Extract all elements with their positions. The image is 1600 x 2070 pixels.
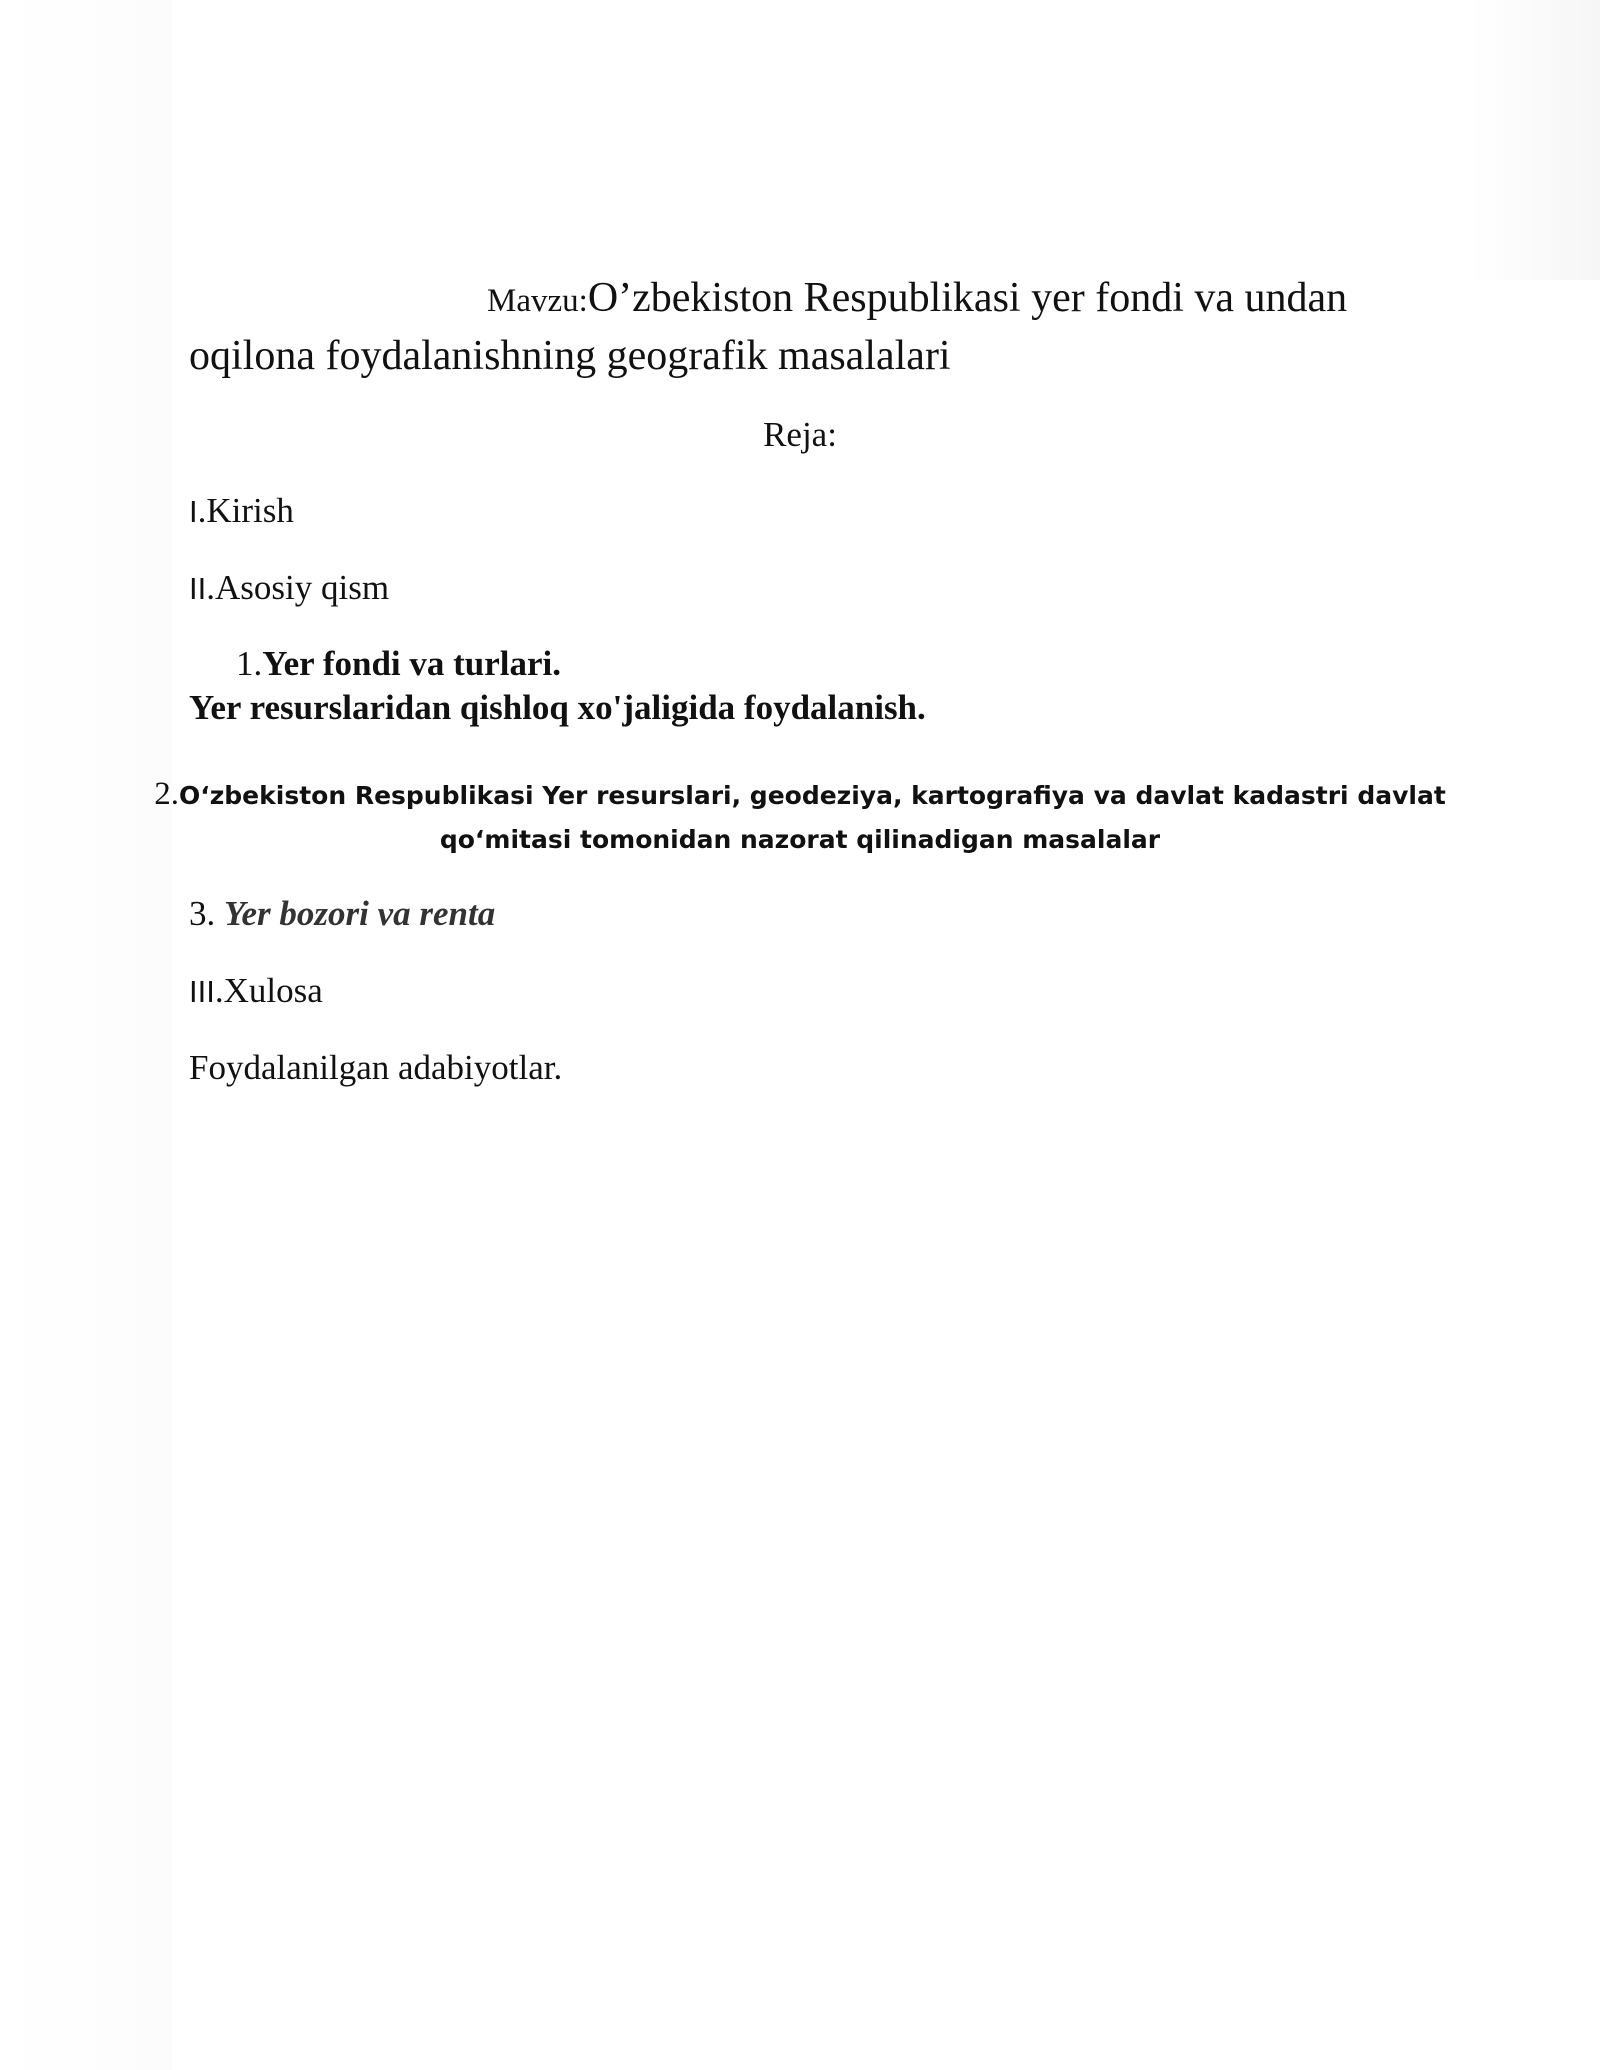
subsection-2-line-2: qo‘mitasi tomonidan nazorat qilinadigan masalalar (439, 825, 1161, 854)
subsection-2-line-1 (0, 772, 1600, 818)
subsection-title: Yer fondi va turlari. (262, 644, 562, 683)
plan-item-label: .Kirish (197, 491, 294, 530)
subsection-number: 2. (154, 776, 179, 812)
roman-numeral: III (189, 974, 215, 1009)
plan-item-introduction (189, 489, 294, 534)
title-line-2: oqilona foydalanishning geografik masalalari (189, 333, 951, 379)
subsection-number: 3. (189, 894, 224, 933)
roman-numeral: II (189, 571, 207, 606)
title-line-1 (487, 272, 1347, 327)
plan-item-label: .Asosiy qism (206, 568, 390, 607)
subsection-1 (236, 642, 561, 686)
subsection-title: Yer bozori va renta (224, 894, 496, 933)
roman-numeral: I (189, 494, 198, 529)
plan-item-conclusion (189, 969, 323, 1014)
subsection-3 (189, 892, 495, 936)
subsection-number: 1. (236, 644, 263, 683)
title-prefix: Mavzu: (487, 283, 588, 319)
references-heading: Foydalanilgan adabiyotlar. (189, 1048, 563, 1087)
title-text: O’zbekiston Respublikasi yer fondi va undan (587, 275, 1348, 321)
subsection-1-continuation: Yer resurslaridan qishloq xo'jaligida foydalanish. (189, 688, 926, 727)
subsection-title: O‘zbekiston Respublikasi Yer resurslari, geodeziya, kartografiya va davlat kadastri davlat (178, 781, 1446, 810)
plan-item-label: .Xulosa (214, 971, 323, 1010)
subsection-2 (0, 772, 1600, 862)
plan-item-main-part (189, 566, 389, 611)
page-shadow-corner (1470, 0, 1600, 280)
plan-heading: Reja: (763, 415, 837, 454)
page-shadow (0, 0, 172, 2070)
